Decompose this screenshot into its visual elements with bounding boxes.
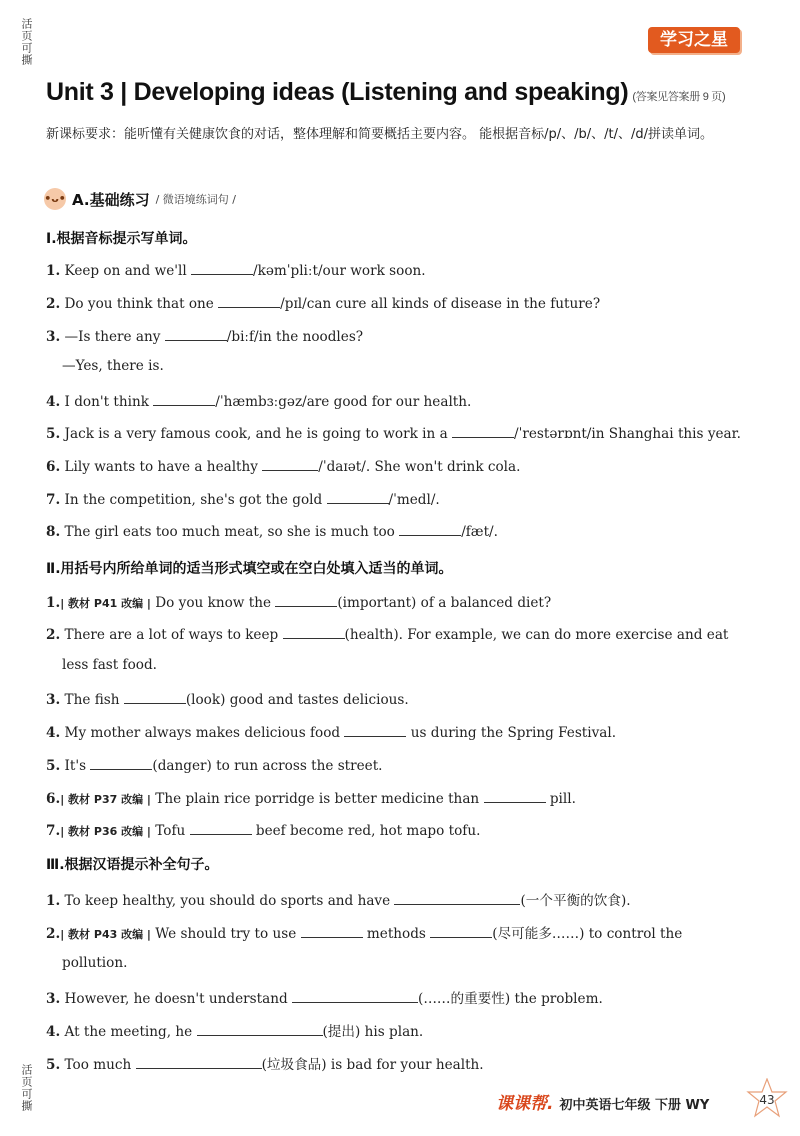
part1-item-8: 8. The girl eats too much meat, so she is much too /fæt/. — [46, 521, 498, 540]
curriculum-requirement: 新课标要求：能听懂有关健康饮食的对话，整体理解和简要概括主要内容。 能根据音标/p/、/b/、/t/、/d/拼读单词。 — [46, 127, 714, 142]
answer-blank[interactable] — [484, 788, 546, 803]
part3-item-3: 3. However, he doesn't understand (……的重要性) the problem. — [46, 987, 603, 1007]
part3-item-2: 2.| 教材 P43 改编 | We should try to use methods (尽可能多……) to control the — [46, 922, 682, 942]
part2-item-2-cont: less fast food. — [62, 657, 157, 673]
part2-item-3: 3. The fish (look) good and tastes delicious. — [46, 689, 409, 708]
answer-blank[interactable] — [124, 689, 186, 704]
footer-book-info — [496, 1089, 709, 1114]
footer-brand: 课课帮. — [496, 1094, 554, 1114]
answer-blank[interactable] — [191, 260, 253, 275]
answer-blank[interactable] — [430, 923, 492, 938]
smiley-face-icon: •ᴗ• — [44, 188, 66, 210]
answer-blank[interactable] — [399, 521, 461, 536]
part2-item-1: 1.| 教材 P41 改编 | Do you know the (important) of a balanced diet? — [46, 592, 551, 611]
brand-logo: 学习之星 — [648, 27, 740, 53]
part2-item-4: 4. My mother always makes delicious food us during the Spring Festival. — [46, 722, 616, 741]
part1-item-4: 4. I don't think /ˈhæmbɜːgəz/are good for our health. — [46, 391, 471, 410]
answer-blank[interactable] — [275, 592, 337, 607]
page-number-badge — [746, 1078, 788, 1120]
title-main: Unit 3 | Developing ideas (Listening and speaking) — [46, 78, 629, 106]
part2-heading: Ⅱ.用括号内所给单词的适当形式填空或在空白处填入适当的单词。 — [46, 561, 453, 577]
part2-item-6: 6.| 教材 P37 改编 | The plain rice porridge is better medicine than pill. — [46, 788, 576, 807]
section-a-header — [44, 186, 236, 212]
part1-item-3-reply: —Yes, there is. — [62, 358, 164, 374]
part1-item-3: 3. —Is there any /biːf/in the noodles? — [46, 326, 363, 345]
part1-item-5: 5. Jack is a very famous cook, and he is going to work in a /ˈrestərɒnt/in Shanghai this year. — [46, 423, 741, 442]
part3-item-5: 5. Too much (垃圾食品) is bad for your health. — [46, 1053, 484, 1073]
part3-item-1: 1. To keep healthy, you should do sports and have (一个平衡的饮食). — [46, 889, 631, 909]
side-tab-top: 活页可撕 — [20, 18, 33, 66]
part2-item-7: 7.| 教材 P36 改编 | Tofu beef become red, hot mapo tofu. — [46, 820, 480, 839]
part2-item-5: 5. It's (danger) to run across the street. — [46, 755, 383, 774]
answer-blank[interactable] — [292, 988, 418, 1003]
part1-item-7: 7. In the competition, she's got the gold /ˈmedl/. — [46, 489, 440, 508]
answer-blank[interactable] — [327, 489, 389, 504]
part1-heading: Ⅰ.根据音标提示写单词。 — [46, 231, 197, 247]
part3-heading: Ⅲ.根据汉语提示补全句子。 — [46, 857, 219, 873]
answer-blank[interactable] — [344, 722, 406, 737]
part1-item-1: 1. Keep on and we'll /kəmˈpliːt/our work soon. — [46, 260, 426, 279]
answer-blank[interactable] — [197, 1021, 323, 1036]
answer-blank[interactable] — [90, 755, 152, 770]
section-a-sub: / 微语境练词句 / — [155, 193, 236, 206]
page-title — [46, 78, 725, 107]
answer-blank[interactable] — [394, 890, 520, 905]
part1-item-6: 6. Lily wants to have a healthy /ˈdaɪət/. She won't drink cola. — [46, 456, 520, 475]
part2-item-2: 2. There are a lot of ways to keep (health). For example, we can do more exercise and eat — [46, 624, 728, 643]
answer-blank[interactable] — [301, 923, 363, 938]
part3-item-2-cont: pollution. — [62, 955, 128, 971]
answer-blank[interactable] — [136, 1054, 262, 1069]
answer-blank[interactable] — [190, 820, 252, 835]
part3-item-4: 4. At the meeting, he (提出) his plan. — [46, 1020, 423, 1040]
section-a-label: A.基础练习 — [72, 190, 150, 209]
title-note: (答案见答案册 9 页) — [632, 91, 726, 103]
page-number: 43 — [759, 1093, 775, 1107]
answer-blank[interactable] — [283, 624, 345, 639]
answer-blank[interactable] — [153, 391, 215, 406]
side-tab-bottom: 活页可撕 — [20, 1064, 33, 1112]
footer-text: 初中英语七年级 下册 WY — [559, 1098, 710, 1113]
answer-blank[interactable] — [262, 456, 318, 471]
part1-item-2: 2. Do you think that one /pɪl/can cure all kinds of disease in the future? — [46, 293, 600, 312]
answer-blank[interactable] — [218, 293, 280, 308]
answer-blank[interactable] — [165, 326, 227, 341]
answer-blank[interactable] — [452, 423, 514, 438]
